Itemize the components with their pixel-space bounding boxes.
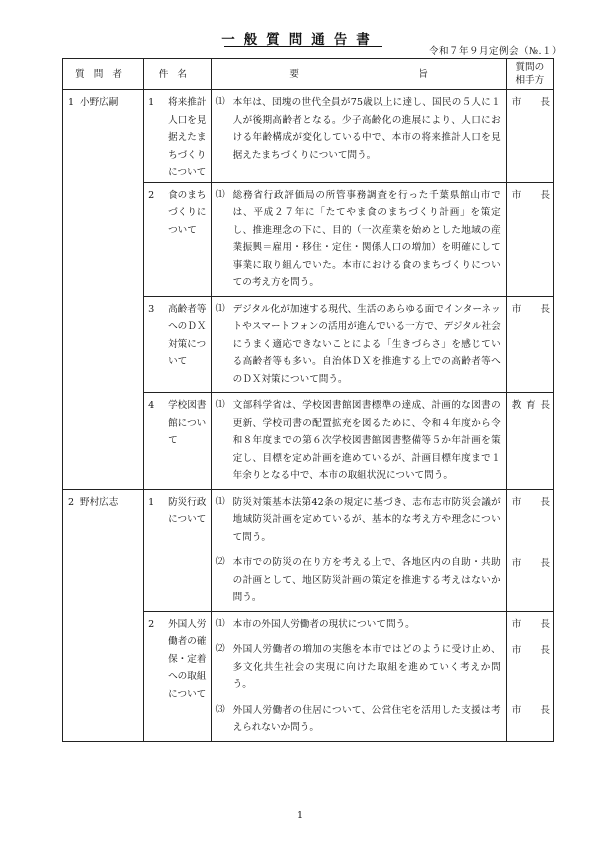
gist-item (216, 616, 501, 634)
topic-title: 学校図書館について (168, 400, 207, 446)
questioner-name: 野村広志 (80, 496, 119, 508)
respondent (512, 642, 550, 660)
questioner-number: 2 (68, 496, 75, 508)
gist-item-text: 本市での防災の在り方を考える上で、各地区内の自助・共助の計画として、地区防災計画の策定を推進する考えはないか問う。 (232, 557, 501, 603)
topic-cell (144, 611, 212, 741)
gist-cell (211, 182, 506, 296)
header-youshi-left: 要 (289, 68, 299, 80)
gist-item-number: ⑴ (215, 189, 225, 200)
respondent-char: 市 (511, 644, 522, 656)
respondent-cell (506, 90, 553, 183)
respondent-cell (506, 182, 553, 296)
questioner-cell (63, 489, 144, 741)
respondent-cell (506, 611, 553, 741)
gist-item-text: 外国人労働者の増加の実態を本市ではどのように受け止め、多文化共生社会の実現に向けた取組を進めていく考えか問う。 (232, 644, 501, 690)
page-number: 1 (296, 810, 304, 821)
respondent-char: 教 (511, 400, 522, 411)
gist-item-text: 本市の外国人労働者の現状について問う。 (232, 618, 415, 630)
gist-item-text: デジタル化が加速する現代、生活のあらゆる面でインターネットやスマートフォンの活用が進んでいる一方で、デジタル社会にうまく適応できないことによる「生きづらさ」を感じている高齢者等も多い。自治体ＤＸを推進する上での高齢者等へのＤＸ対策について問う。 (232, 303, 501, 385)
gist-cell (211, 611, 506, 741)
header-youshi-right: 旨 (418, 68, 428, 80)
topic-cell (144, 489, 212, 611)
header-questioner (63, 59, 144, 90)
gist-cell (211, 90, 506, 183)
topic-cell (144, 296, 212, 393)
respondent (512, 702, 550, 720)
gist-item-text: 総務省行政評価局の所管事務調査を行った千葉県館山市では、平成２７年に「たてやま食のまちづくり計画」を策定し、推進理念の下に、目的（一次産業を始めとした地域の産業振興＝雇用・移住・定住・関係人口の増加）を明確にして事業に取り組んでいた。本市における食のまちづくりについての考え方を問う。 (232, 189, 501, 288)
respondent-char: 市 (511, 705, 522, 716)
gist-item-text: 防災対策基本法第42条の規定に基づき、志布志市防災会議が地域防災計画を定めているが、基本的な考え方や理念について問う。 (232, 496, 501, 543)
topic-title: 防災行政について (168, 496, 207, 525)
respondent (512, 187, 550, 205)
respondent (512, 555, 550, 573)
header-aite-line1: 質問の (515, 62, 545, 73)
topic-cell (144, 182, 212, 296)
gist-item (216, 187, 501, 292)
respondent-cell (506, 393, 553, 490)
respondent-char: 市 (511, 557, 522, 569)
topic-title: 将来推計人口を見据えたまちづくりについて (168, 97, 207, 178)
header-aite-line2: 相手方 (515, 75, 545, 86)
gist-item-number: ⑴ (215, 97, 225, 107)
respondent-char: 市 (511, 497, 522, 508)
topic-title: 外国人労働者の確保・定着への取組について (168, 618, 207, 700)
topic-cell (144, 393, 212, 490)
gist-cell (211, 393, 506, 490)
topic-number: 2 (148, 189, 155, 201)
respondent-char: 市 (511, 97, 522, 108)
respondent-char: 育 (526, 400, 536, 411)
meeting-label: 令和７年９月定例会（№.１） (428, 46, 562, 57)
respondent-char: 長 (540, 303, 550, 315)
respondent (512, 397, 550, 415)
gist-item-number: ⑵ (215, 644, 225, 654)
questioner-cell (63, 90, 144, 490)
gist-item (216, 301, 501, 389)
header-kenmei-label: 件名 (158, 68, 196, 80)
document-title: 一般質問通告書 (221, 32, 379, 48)
gist-item-number: ⑴ (215, 303, 225, 314)
respondent-cell (506, 296, 553, 393)
gist-item (216, 94, 501, 164)
gist-item-text: 本年は、団塊の世代全員が75歳以上に達し、国民の５人に１人が後期高齢者となる。少子高齢化の進展により、人口における年齢構成が変化している中で、本市の将来推計人口を見据えたまちづくりについて問う。 (232, 97, 501, 161)
respondent-char: 市 (511, 303, 522, 315)
gist-item-number: ⑴ (215, 496, 225, 507)
respondent-cell (506, 489, 553, 611)
gist-item (216, 702, 501, 737)
gist-item-number: ⑴ (215, 618, 225, 629)
gist-item-number: ⑵ (215, 557, 225, 567)
respondent-char: 市 (511, 619, 522, 630)
gist-item-number: ⑴ (215, 400, 225, 410)
gist-item (216, 397, 501, 485)
header-aite (506, 59, 553, 90)
questioner-number: 1 (68, 97, 75, 108)
table-row (63, 489, 554, 611)
respondent (512, 301, 550, 319)
header-kenmei (144, 59, 212, 90)
topic-number: 3 (148, 303, 155, 315)
questioner-name: 小野広嗣 (80, 97, 119, 108)
respondent (512, 616, 550, 634)
table-row (63, 90, 554, 183)
respondent (512, 494, 550, 512)
respondent-char: 長 (540, 97, 550, 108)
header-youshi (211, 59, 506, 90)
topic-number: 1 (148, 97, 155, 108)
topic-title: 高齢者等へのＤＸ対策について (168, 303, 207, 367)
topic-title: 食のまちづくりについて (168, 189, 207, 236)
header-questioner-label: 質問者 (75, 68, 131, 80)
topic-number: 4 (148, 400, 155, 411)
respondent (512, 94, 550, 112)
gist-item-text: 文部科学省は、学校図書館図書標準の達成、計画的な図書の更新、学校司書の配置拡充を図るために、令和４年度から令和８年度までの第６次学校図書館図書整備等５か年計画を策定し、目標を定め計画を進めているが、計画目標年度まで１年余りとなる中で、本市の取組状況について問う。 (232, 400, 501, 481)
respondent-char: 市 (511, 189, 522, 201)
respondent-char: 長 (540, 644, 550, 656)
respondent-char: 長 (540, 705, 550, 716)
gist-item-number: ⑶ (215, 704, 225, 715)
gist-cell (211, 296, 506, 393)
topic-number: 2 (148, 618, 155, 630)
respondent-char: 長 (540, 189, 550, 201)
respondent-char: 長 (540, 497, 550, 508)
respondent-char: 長 (540, 557, 550, 569)
title-underline (224, 46, 382, 47)
gist-item (216, 554, 501, 607)
respondent-char: 長 (540, 619, 550, 630)
header-row (63, 59, 554, 90)
gist-item (216, 494, 501, 547)
respondent-char: 長 (540, 400, 550, 411)
gist-item-text: 外国人労働者の住居について、公営住宅を活用した支援は考えられないか問う。 (232, 704, 501, 733)
gist-cell (211, 489, 506, 611)
topic-number: 1 (148, 496, 155, 508)
topic-cell (144, 90, 212, 183)
gist-item (216, 641, 501, 694)
notice-table (62, 58, 554, 742)
